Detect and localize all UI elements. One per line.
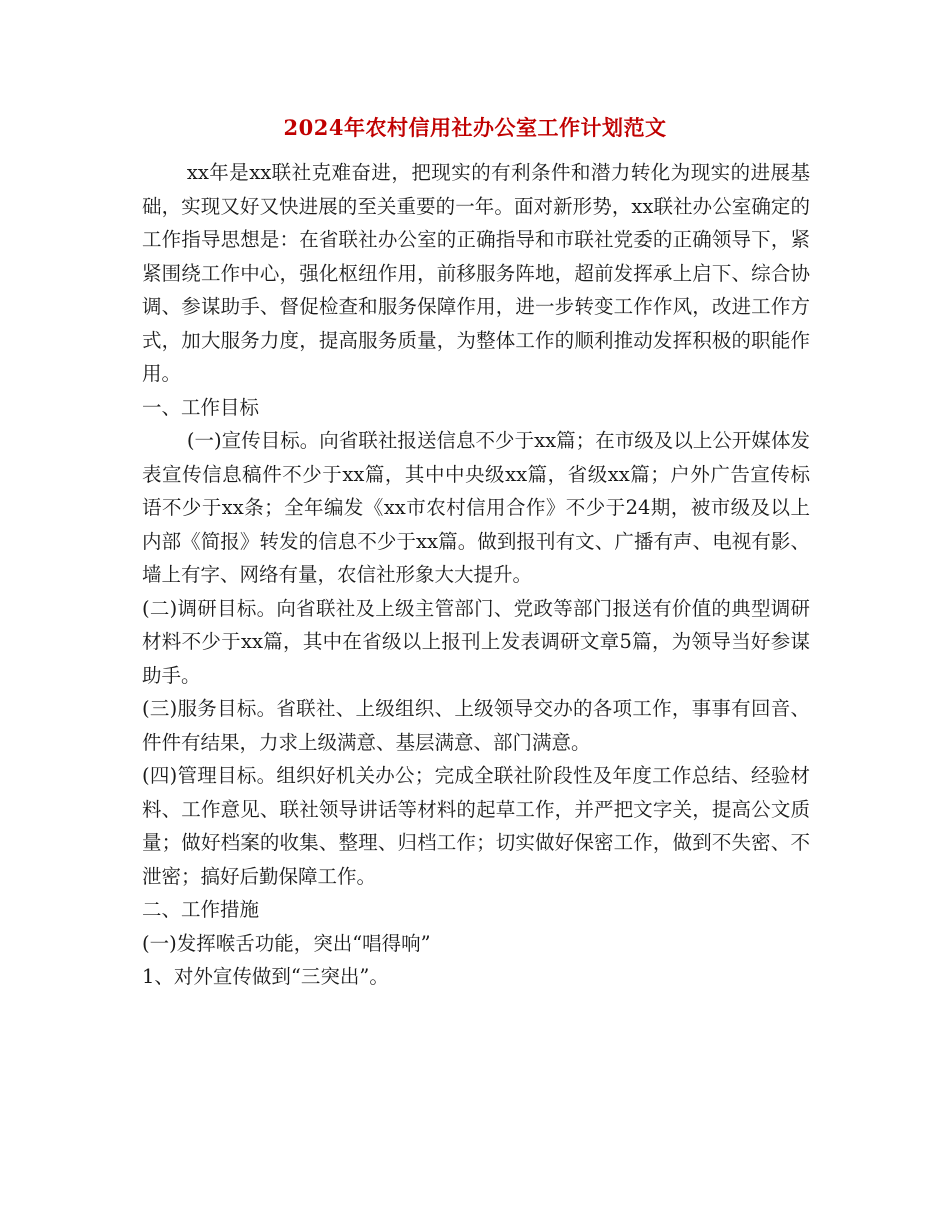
section-heading-measures: 二、工作措施	[142, 898, 260, 921]
paragraph-publicity-goal: (一)宣传目标。向省联社报送信息不少于xx篇；在市级及以上公开媒体发表宣传信息稿件不少于xx篇，其中中央级xx篇，省级xx篇；户外广告宣传标语不少于xx条；全年编发《xx市农村信用合作》不少于24期，被市级及以上内部《简报》转发的信息不少于xx篇。做到报刊有文、广播有声、电视有影、墙上有字、网络有量，农信社形象大大提升。	[142, 429, 810, 586]
intro-paragraph: xx年是xx联社克难奋进，把现实的有利条件和潜力转化为现实的进展基础，实现又好又快进展的至关重要的一年。面对新形势，xx联社办公室确定的工作指导思想是：在省联社办公室的正确指导和市联社党委的正确领导下，紧紧围绕工作中心，强化枢纽作用，前移服务阵地，超前发挥承上启下、综合协调、参谋助手、督促检查和服务保障作用，进一步转变工作作风，改进工作方式，加大服务力度，提高服务质量，为整体工作的顺利推动发挥积极的职能作用。	[142, 161, 810, 385]
item-external-publicity: 1、对外宣传做到“三突出”。	[142, 965, 389, 988]
paragraph-service-goal: (三)服务目标。省联社、上级组织、上级领导交办的各项工作，事事有回音、件件有结果，力求上级满意、基层满意、部门满意。	[142, 697, 810, 754]
subsection-heading-voice: (一)发挥喉舌功能，突出“唱得响”	[142, 931, 431, 955]
section-heading-goals: 一、工作目标	[142, 395, 260, 419]
paragraph-management-goal: (四)管理目标。组织好机关办公；完成全联社阶段性及年度工作总结、经验材料、工作意见、联社领导讲话等材料的起草工作，并严把文字关，提高公文质量；做好档案的收集、整理、归档工作；切实做好保密工作，做到不失密、不泄密；搞好后勤保障工作。	[142, 764, 810, 888]
document-body	[142, 156, 810, 994]
document-title: 2024年农村信用社办公室工作计划范文	[283, 115, 667, 140]
paragraph-research-goal: (二)调研目标。向省联社及上级主管部门、党政等部门报送有价值的典型调研材料不少于xx篇，其中在省级以上报刊上发表调研文章5篇，为领导当好参谋助手。	[142, 596, 810, 687]
